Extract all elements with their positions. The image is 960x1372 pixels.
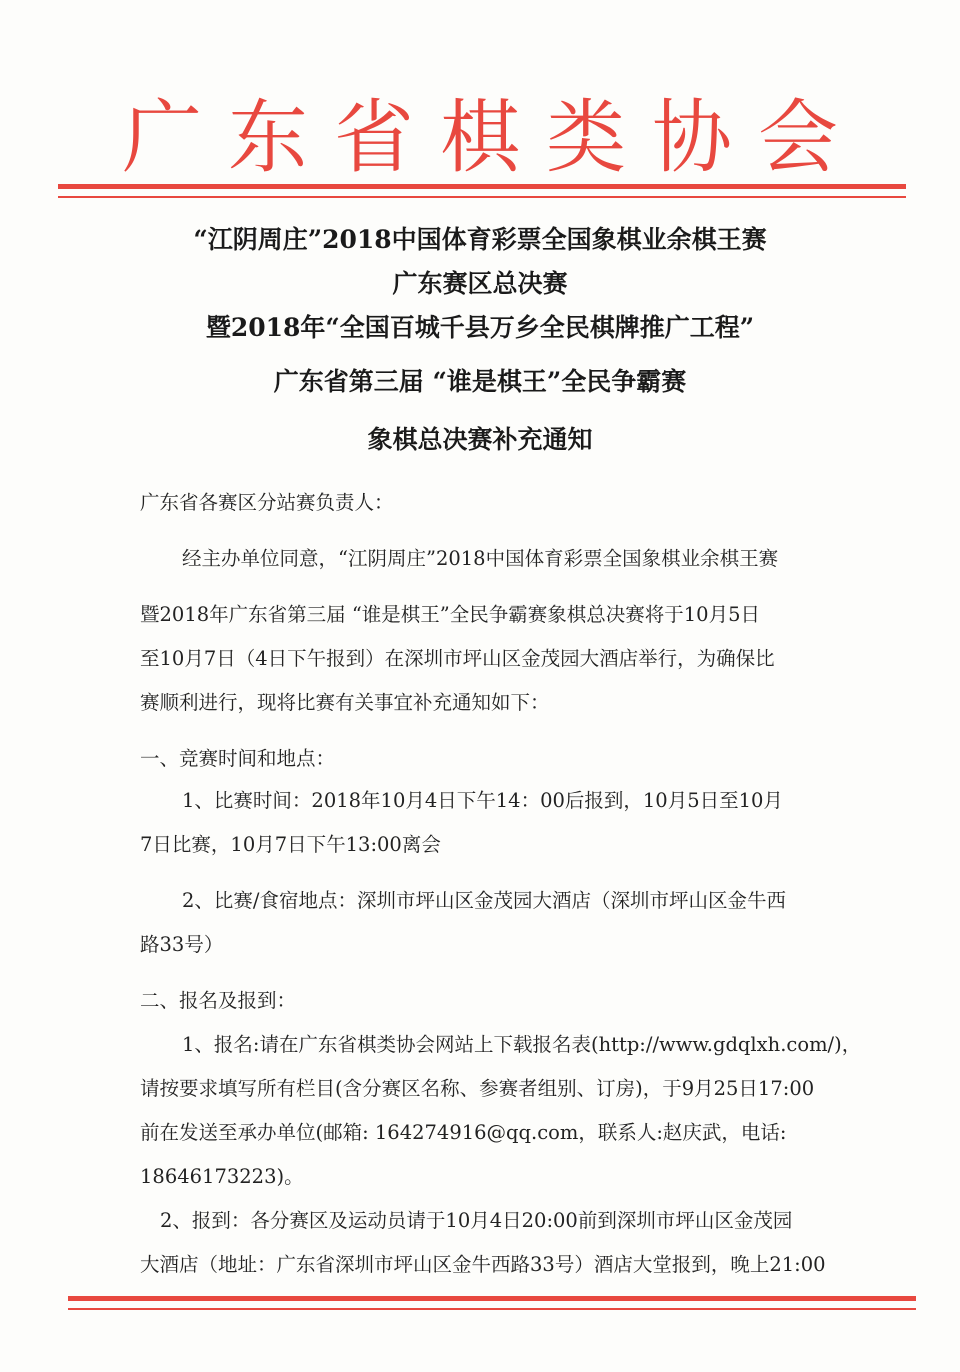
section-2-item-1-line-2: 请按要求填写所有栏目(含分赛区名称、参赛者组别、订房)，于9月25日17:00 bbox=[140, 1077, 815, 1100]
section-2-item-2-line-2: 大酒店（地址：广东省深圳市坪山区金牛西路33号）酒店大堂报到，晚上21:00 bbox=[140, 1253, 826, 1276]
salutation: 广东省各赛区分站赛负责人： bbox=[140, 491, 394, 514]
letterhead-rule-thin bbox=[58, 196, 906, 198]
title-line-4: 广东省第三届 “谁是棋王”全民争霸赛 bbox=[273, 367, 687, 396]
title-line-2: 广东赛区总决赛 bbox=[392, 269, 568, 298]
title-line-1: “江阴周庄”2018中国体育彩票全国象棋业余棋王赛 bbox=[193, 225, 767, 254]
section-2-item-1-line-4: 18646173223)。 bbox=[140, 1165, 304, 1188]
section-2-item-2-line-1: 2、报到：各分赛区及运动员请于10月4日20:00前到深圳市坪山区金茂园 bbox=[160, 1209, 793, 1232]
section-2-item-1-line-3: 前在发送至承办单位(邮箱: 164274916@qq.com，联系人:赵庆武，电话: bbox=[140, 1121, 787, 1144]
section-1-item-2-line-2: 路33号） bbox=[140, 933, 224, 956]
title-line-3: 暨2018年“全国百城千县万乡全民棋牌推广工程” bbox=[205, 313, 755, 342]
footer-rule-thick bbox=[68, 1296, 916, 1301]
section-1-item-1-line-1: 1、比赛时间：2018年10月4日下午14：00后报到，10月5日至10月 bbox=[182, 789, 783, 812]
section-1-item-1-line-2: 7日比赛，10月7日下午13:00离会 bbox=[140, 833, 441, 856]
intro-line-3: 至10月7日（4日下午报到）在深圳市坪山区金茂园大酒店举行，为确保比 bbox=[140, 647, 775, 670]
letterhead-organization: 广东省棋类协会 bbox=[122, 91, 864, 184]
footer-rule-thin bbox=[68, 1308, 916, 1310]
intro-line-4: 赛顺利进行，现将比赛有关事宜补充通知如下： bbox=[140, 691, 550, 714]
letterhead-rule-thick bbox=[58, 184, 906, 189]
section-1-item-2-line-1: 2、比赛/食宿地点：深圳市坪山区金茂园大酒店（深圳市坪山区金牛西 bbox=[182, 889, 786, 912]
intro-line-2: 暨2018年广东省第三届 “谁是棋王”全民争霸赛象棋总决赛将于10月5日 bbox=[140, 603, 760, 626]
section-2-item-1-line-1: 1、报名:请在广东省棋类协会网站上下载报名表(http://www.gdqlxh.com/)， bbox=[182, 1033, 862, 1056]
section-2-heading: 二、报名及报到： bbox=[140, 989, 297, 1012]
section-1-heading: 一、竞赛时间和地点： bbox=[140, 747, 336, 770]
notice-title: 象棋总决赛补充通知 bbox=[367, 425, 593, 454]
intro-line-1: 经主办单位同意，“江阴周庄”2018中国体育彩票全国象棋业余棋王赛 bbox=[182, 547, 779, 570]
